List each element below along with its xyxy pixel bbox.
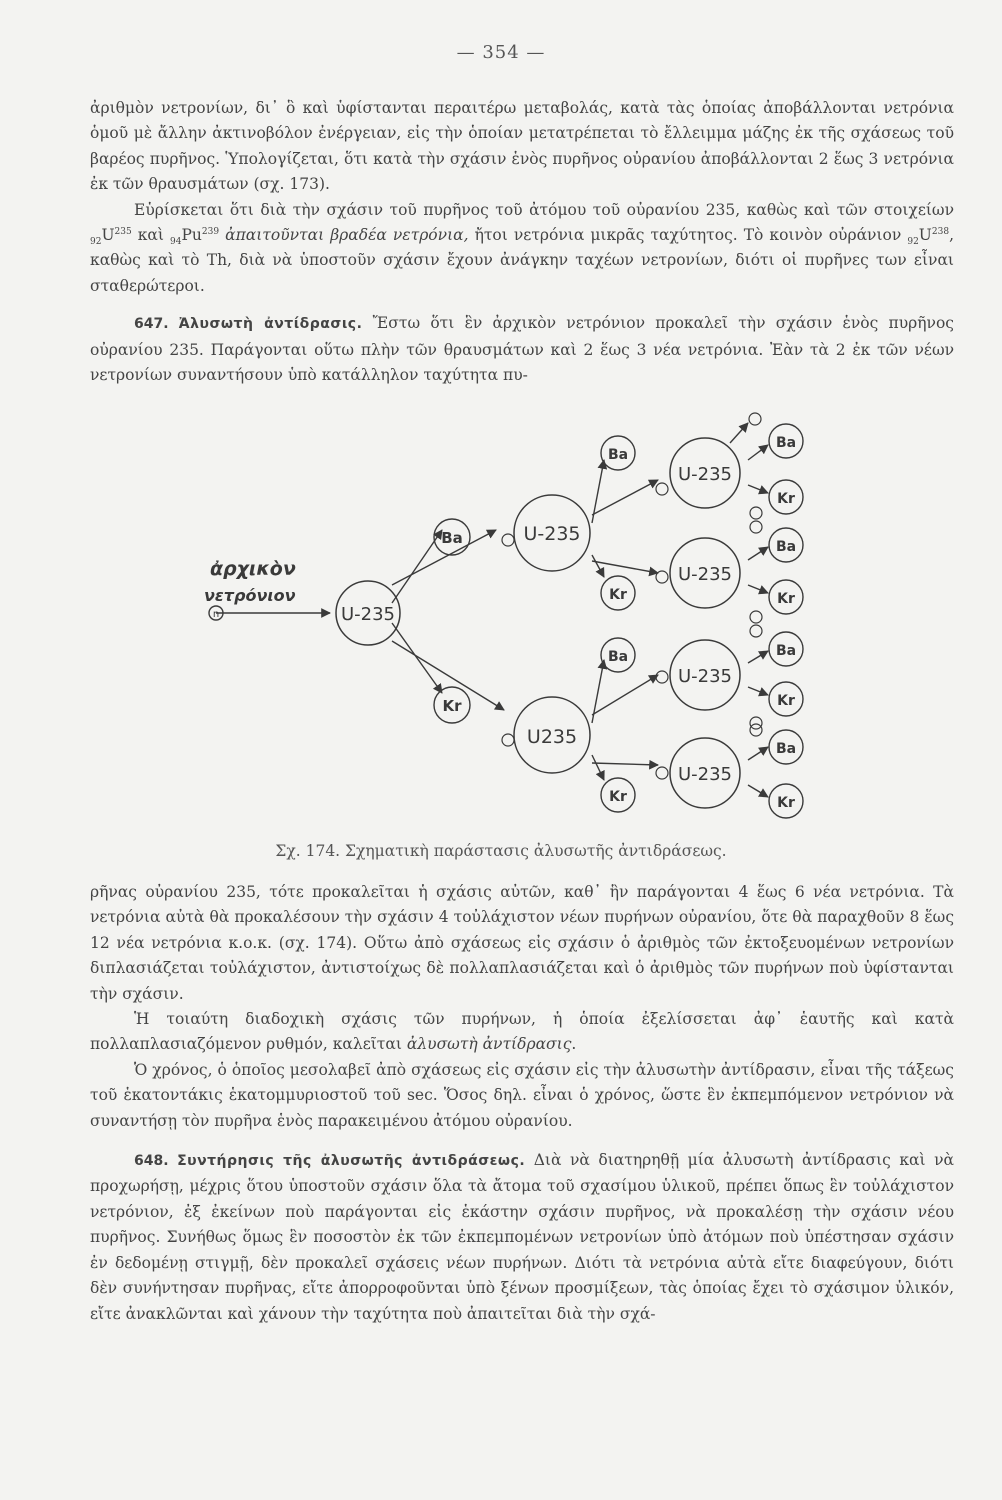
svg-text:Kr: Kr [777,491,795,507]
svg-text:Kr: Kr [777,693,795,709]
barium-gen3-1 [769,424,803,458]
krypton-gen3-4 [769,784,803,818]
nucleus-gen2-bottom [514,697,590,773]
svg-text:U-235: U-235 [677,464,733,485]
svg-text:Kr: Kr [609,789,627,805]
svg-text:Kr: Kr [442,697,462,715]
svg-text:U-235: U-235 [677,564,733,585]
start-label-line-1: ἀρχικὸν [210,558,296,580]
svg-text:Ba: Ba [607,649,629,665]
paragraph-2: Εὑρίσκεται ὅτι διὰ τὴν σχάσιν τοῦ πυρῆνος τοῦ ἀτόμου τοῦ οὐρανίου 235, καθὼς καὶ τῶν στοιχείων $_{92}U^{235}$ καὶ $_{94}Pu^{239}$ ἀπαιτοῦνται βραδέα νετρόνια, ἤτοι νετρόνια μικρᾶς ταχύτητος. Τὸ κοινὸν οὐράνιον $_{92}U^{238}$, καθὼς καὶ τὸ Th, διὰ νὰ ὑποστοῦν σχάσιν ἔχουν ἀνάγκην ταχέων νετρονίων, διότι οἱ πυρῆνες των εἶναι σταθερώτεροι. [90,200,954,295]
section-title: Ἀλυσωτὴ ἀντίδρασις. [178,316,363,333]
svg-text:Kr: Kr [777,591,795,607]
nucleus-gen3-4 [670,738,740,808]
barium-gen3-2 [769,528,803,562]
barium-gen3-3 [769,632,803,666]
krypton-gen1 [434,687,470,723]
svg-text:U235: U235 [526,726,578,748]
nucleus-gen2-top [514,495,590,571]
barium-gen2-top [601,436,635,470]
svg-text:U-235: U-235 [677,764,733,785]
page-number: — 354 — [456,42,546,63]
svg-text:Ba: Ba [775,643,797,659]
nucleus-gen1 [336,581,400,645]
nucleus-gen3-2 [670,538,740,608]
svg-text:Ba: Ba [775,539,797,555]
svg-text:Ba: Ba [775,435,797,451]
krypton-gen2-bottom [601,778,635,812]
barium-gen2-bottom [601,638,635,672]
section-number: 648. [134,1153,169,1170]
svg-text:Ba: Ba [775,741,797,757]
figure-caption: Σχ. 174. Σχηματικὴ παράστασις ἀλυσωτῆς ἀντιδράσεως. [275,842,727,860]
barium-gen1 [434,519,470,555]
svg-text:n: n [212,609,220,620]
paragraph-6: Ὁ χρόνος, ὁ ὁποῖος μεσολαβεῖ ἀπὸ σχάσεως εἰς σχάσιν εἰς τὴν ἀλυσωτὴν ἀντίδρασιν, εἶναι τῆς τάξεως τοῦ ἑκατοντάκις ἑκατομμυριοστοῦ τοῦ sec. Ὅσος δηλ. εἶναι ὁ χρόνος, ὥστε ἓν ἐκπεμπόμενον νετρόνιον νὰ συναντήσῃ τὸν πυρῆνα ἑνὸς παρακειμένου ἀτόμου οὐρανίου. [90,1060,954,1130]
krypton-gen3-3 [769,682,803,716]
start-label-line-2: νετρόνιον [204,586,296,605]
nucleus-gen3-1 [670,438,740,508]
section-title: Συντήρησις τῆς ἀλυσωτῆς ἀντιδράσεως. [177,1153,526,1170]
paragraph-648: 648. Συντήρησις τῆς ἀλυσωτῆς ἀντιδράσεως. Διὰ νὰ διατηρηθῇ μία ἀλυσωτὴ ἀντίδρασις καὶ νὰ προχωρήσῃ, μέχρις ὅτου ὑποστοῦν σχάσιν ὅλα τὰ ἄτομα τοῦ σχασίμου ὑλικοῦ, πρέπει ὅπως ἓν τοὐλάχιστον νετρόνιον, ἐξ ἐκείνων ποὺ παράγονται εἰς ἑκάστην σχάσιν πυρῆνος, νὰ προκαλέσῃ τὴν σχάσιν νέου πυρῆνος. Συνήθως ὅμως ἓν ποσοστὸν ἐκ τῶν ἐκπεμπομένων νετρονίων ὑπὸ ἀτόμων ποὺ ὑπέστησαν σχάσιν ἐν δεδομένῃ στιγμῇ, δὲν προκαλεῖ σχάσεις νέων πυρήνων. Διότι τὰ νετρόνια αὐτὰ εἴτε διαφεύγουν, διότι δὲν συνήντησαν πυρῆνας, εἴτε ἀπορροφοῦνται ὑπὸ ξένων προσμίξεων, τὰς ὁποίας ἔχει τὸ σχάσιμον ὑλικόν, εἴτε ἀνακλῶνται καὶ χάνουν τὴν ταχύτητα ποὺ ἀπαιτεῖται διὰ τὴν σχά- [90,1151,954,1323]
barium-gen3-4 [769,730,803,764]
svg-text:Ba: Ba [441,529,463,547]
svg-text:Kr: Kr [777,795,795,811]
chain-reaction-diagram [200,405,840,835]
krypton-gen2-top [601,576,635,610]
krypton-gen3-1 [769,480,803,514]
nucleus-gen3-3 [670,640,740,710]
section-number: 647. [134,316,169,333]
paragraph-647: 647. Ἀλυσωτὴ ἀντίδρασις. Ἔστω ὅτι ἓν ἀρχικὸν νετρόνιον προκαλεῖ τὴν σχάσιν ἑνὸς πυρῆνος οὐρανίου 235. Παράγονται οὕτω πλὴν τῶν θραυσμάτων καὶ 2 ἕως 3 νέα νετρόνια. Ἐὰν τὰ 2 ἐκ τῶν νέων νετρονίων συναντήσουν ὑπὸ κατάλληλον ταχύτητα πυ- [90,314,954,385]
paragraph-4: ρῆνας οὐρανίου 235, τότε προκαλεῖται ἡ σχάσις αὐτῶν, καθ᾽ ἣν παράγονται 4 ἕως 6 νέα νετρόνια. Τὰ νετρόνια αὐτὰ θὰ προκαλέσουν τὴν σχάσιν 4 τοὐλάχιστον νέων πυρήνων οὐρανίου, ὅτε θὰ παραχθοῦν 8 ἕως 12 νέα νετρόνια κ.ο.κ. (σχ. 174). Οὕτω ἀπὸ σχάσεως εἰς σχάσιν ὁ ἀριθμὸς τῶν ἐκτοξευομένων νετρονίων διπλασιάζεται τοὐλάχιστον, ἀντιστοίχως δὲ πολλαπλασιάζεται καὶ ὁ ἀριθμὸς τῶν πυρήνων ποὺ ὑφίστανται τὴν σχάσιν. [90,883,954,1003]
svg-text:Ba: Ba [607,447,629,463]
svg-text:Kr: Kr [609,587,627,603]
text-block-bottom [90,880,954,1327]
svg-text:U-235: U-235 [677,666,733,687]
paragraph-5: Ἡ τοιαύτη διαδοχικὴ σχάσις τῶν πυρήνων, ἡ ὁποία ἐξελίσσεται ἀφ᾽ ἑαυτῆς καὶ κατὰ πολλαπλασιαζόμενον ρυθμόν, καλεῖται ἀλυσωτὴ ἀντίδρασις. [90,1010,954,1054]
svg-text:U-235: U-235 [523,523,581,545]
paragraph-1: ἀριθμὸν νετρονίων, δι᾽ ὃ καὶ ὑφίστανται περαιτέρω μεταβολάς, κατὰ τὰς ὁποίας ἀποβάλλονται νετρόνια ὁμοῦ μὲ ἄλλην ἀκτινοβόλον ἐνέργειαν, εἰς τὴν ὁποίαν μετατρέπεται τὸ ἔλλειμμα μάζης ἐκ τῆς σχάσεως τοῦ βαρέος πυρῆνος. Ὑπολογίζεται, ὅτι κατὰ τὴν σχάσιν ἑνὸς πυρῆνος οὐρανίου ἀποβάλλονται 2 ἕως 3 νετρόνια ἐκ τῶν θραυσμάτων (σχ. 173). [90,99,954,194]
svg-text:U-235: U-235 [340,604,396,625]
krypton-gen3-2 [769,580,803,614]
text-block-top [90,96,954,388]
